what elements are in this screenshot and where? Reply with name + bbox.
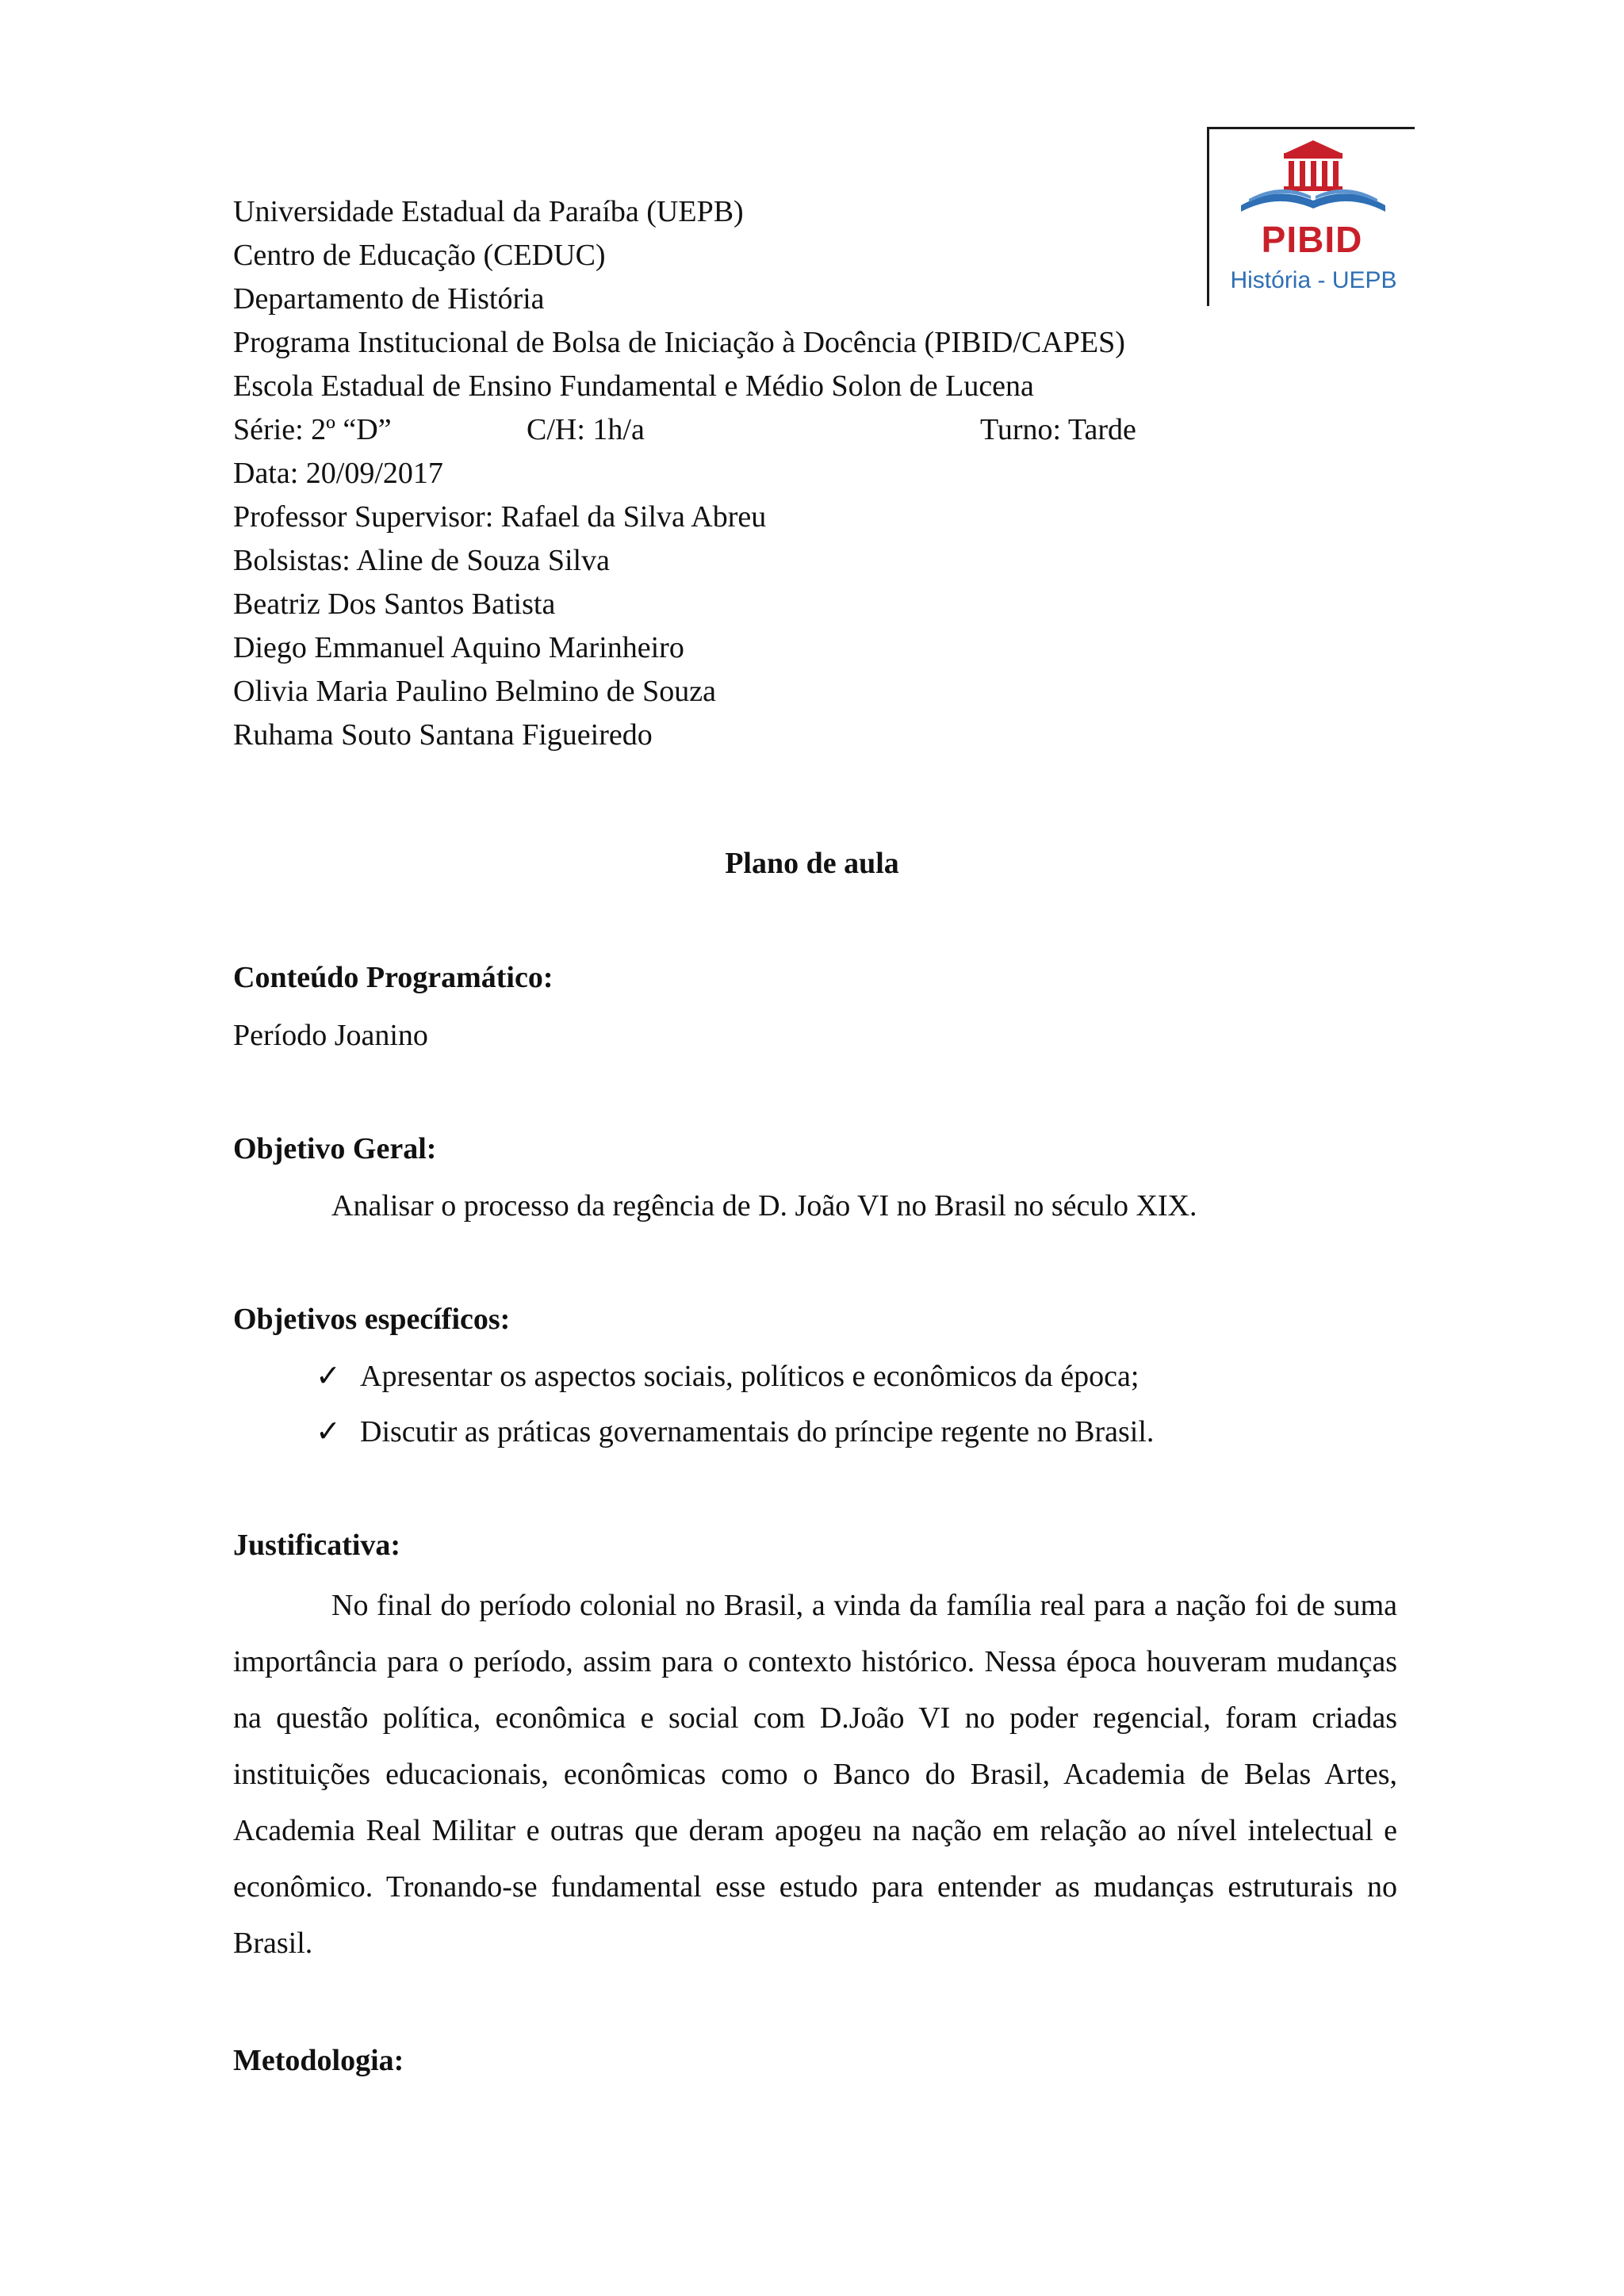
list-item-text: Apresentar os aspectos sociais, políticos e econômicos da época; <box>360 1360 1139 1393</box>
list-item <box>316 1355 1139 1399</box>
header-fellow-name: Diego Emmanuel Aquino Marinheiro <box>233 631 684 664</box>
check-icon: ✓ <box>316 1360 341 1393</box>
justificativa-text: No final do período colonial no Brasil, a vinda da família real para a nação foi de suma importância para o período, assim para o contexto histórico. Nessa época houveram mudanças na questão política, econômica e social com D.João VI no poder regencial, foram criadas instituições educacionais, econômicas como o Banco do Brasil, Academia de Belas Artes, Academia Real Militar e outras que deram apogeu na nação em relação ao nível intelectual e econômico. Tronando-se fundamental esse estudo para entender as mudanças estruturais no Brasil. <box>233 1589 1397 1960</box>
header-supervisor: Professor Supervisor: Rafael da Silva Abreu <box>233 500 767 534</box>
header-fellow-name: Beatriz Dos Santos Batista <box>233 587 556 621</box>
workload-label: C/H: 1h/a <box>527 413 645 446</box>
header-fellows: Bolsistas: Aline de Souza Silva <box>233 544 610 577</box>
header-date: Data: 20/09/2017 <box>233 457 443 490</box>
objetivo-geral-text: Analisar o processo da regência de D. João VI no Brasil no século XIX. <box>331 1189 1197 1223</box>
header-fellow-name: Olivia Maria Paulino Belmino de Souza <box>233 675 716 708</box>
list-item <box>316 1410 1154 1454</box>
metodologia-heading: Metodologia: <box>233 2044 404 2077</box>
header-university: Universidade Estadual da Paraíba (UEPB) <box>233 195 744 228</box>
justificativa-heading: Justificativa: <box>233 1529 401 1562</box>
logo-title: PIBID <box>1261 219 1363 260</box>
list-item-text: Discutir as práticas governamentais do príncipe regente no Brasil. <box>360 1415 1155 1448</box>
header-program: Programa Institucional de Bolsa de Iniciação à Docência (PIBID/CAPES) <box>233 326 1125 359</box>
objetivo-geral-heading: Objetivo Geral: <box>233 1132 437 1165</box>
shift-label: Turno: Tarde <box>980 413 1136 446</box>
check-icon: ✓ <box>316 1415 341 1448</box>
header-department: Departamento de História <box>233 282 545 316</box>
conteudo-heading: Conteúdo Programático: <box>233 961 553 994</box>
header-school: Escola Estadual de Ensino Fundamental e Médio Solon de Lucena <box>233 369 1034 403</box>
document-header <box>233 190 1423 757</box>
header-fellow-name: Ruhama Souto Santana Figueiredo <box>233 718 653 752</box>
conteudo-text: Período Joanino <box>233 1019 428 1052</box>
logo-subtitle: História - UEPB <box>1230 267 1397 293</box>
header-center: Centro de Educação (CEDUC) <box>233 239 606 272</box>
page-title: Plano de aula <box>725 847 899 880</box>
serie-label: Série: 2º “D” <box>233 413 392 446</box>
objetivos-especificos-heading: Objetivos específicos: <box>233 1303 511 1336</box>
header-class-info <box>233 408 1423 452</box>
